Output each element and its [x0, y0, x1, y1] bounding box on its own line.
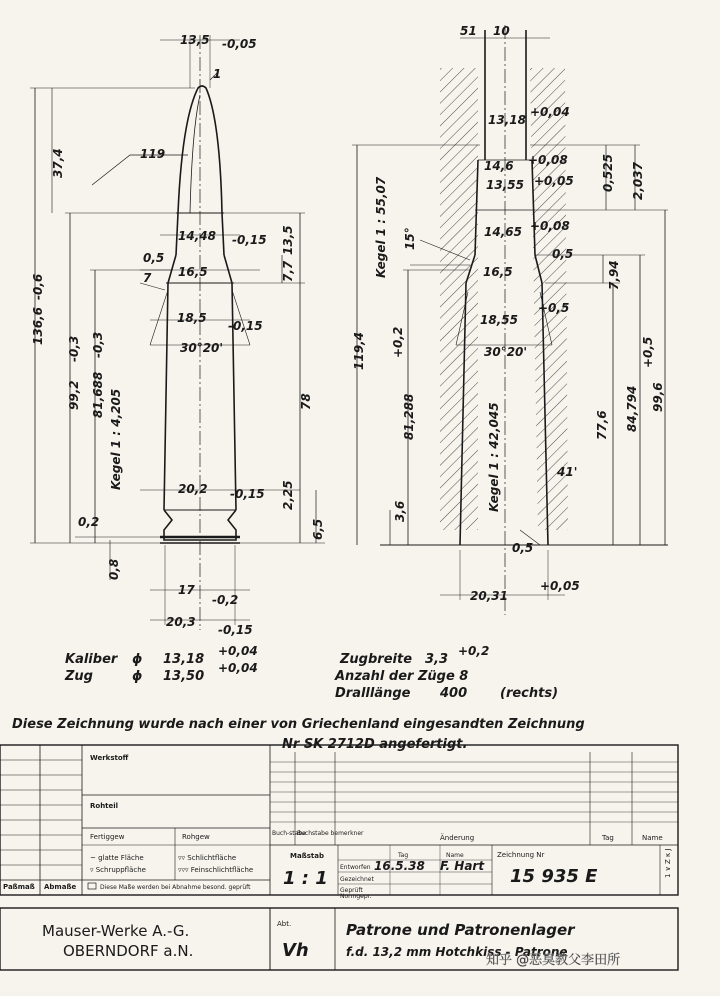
dim-84794: 84,794 [625, 385, 639, 432]
firm-name: Mauser-Werke A.-G. [42, 922, 190, 940]
legend-text: Diese Maße werden bei Abnahme besond. geprüft [100, 884, 251, 891]
zeichnung-nr: 15 935 E [510, 866, 598, 887]
rim-thickness: 0,2 [78, 515, 100, 529]
side-mark: 1 ∨ Z κ J [664, 848, 672, 878]
zug-value: 13,50 [163, 669, 205, 684]
tip-dia: 13,5 [180, 33, 210, 47]
shoulder-number: 7 [143, 271, 152, 285]
dim-776: 77,6 [595, 410, 609, 440]
chamber-taper: Kegel 1 : 42,045 [487, 402, 501, 512]
tip-number: 1 [213, 67, 222, 81]
gezeichnet-label: Gezeichnet [340, 876, 374, 883]
bore-dia: 13,18 [488, 113, 526, 127]
shoulder-radius: 0,5 [143, 251, 165, 265]
head-dia-tol: +0,05 [540, 579, 580, 593]
anzahl-zuege: Anzahl der Züge 8 [335, 669, 469, 684]
case-taper: Kegel 1 : 4,205 [109, 388, 123, 490]
zugbreite-label: Zugbreite [340, 652, 413, 667]
drawing-title: Patrone und Patronenlager [346, 921, 575, 939]
body-dia-tol: +0,5 [538, 301, 570, 315]
zugbreite-tol: +0,2 [458, 644, 490, 658]
overall-length: 136,6 [31, 307, 45, 345]
rohgew-label: Rohgew [182, 833, 210, 841]
rim-dia: 20,2 [178, 482, 208, 496]
neck-dia-tol: +0,08 [530, 219, 570, 233]
geprueft-label: Geprüft [340, 887, 363, 894]
lead-dia-tol: +0,08 [528, 153, 568, 167]
radius-05: 0,5 [552, 247, 574, 261]
passmass-label: Paßmaß [3, 883, 35, 891]
name-label: Name [642, 834, 663, 842]
shoulder-length: 99,2 [67, 380, 81, 410]
zug-label: Zug [65, 669, 93, 684]
buchstabe-neu: Buchstabe bemerkner [297, 830, 364, 837]
base-height: 0,8 [107, 558, 121, 580]
name2-label: Name [446, 852, 464, 859]
caliber-label: Kaliber [65, 652, 118, 667]
dim-996-tol: +0,5 [641, 336, 655, 368]
abmasse-label: Abmaße [44, 883, 77, 891]
total-length: 119,4 [352, 332, 366, 370]
drawing-note-line2: Nr SK 2712D angefertigt. [282, 737, 468, 752]
dim-2037: 2,037 [631, 162, 645, 200]
neck-length: 13,5 [281, 225, 295, 255]
top-dia: 10 [493, 24, 510, 38]
tag2-label: Tag [398, 852, 409, 859]
fertiggew-label: Fertiggew [90, 833, 125, 841]
body-length: 81,288 [402, 393, 416, 440]
groove-dia-tol: -0,2 [212, 593, 239, 607]
drawer-signature: F. Hart [440, 859, 485, 873]
drawing-note-line1: Diese Zeichnung wurde nach einer von Griechenland eingesandten Zeichnung [12, 717, 585, 732]
lead-dia: 14,6 [484, 159, 514, 173]
shoulder-dia: 16,5 [483, 265, 513, 279]
shoulder-angle: 30°20' [484, 345, 528, 359]
body-dia-tol: -0,15 [228, 319, 263, 333]
body-length-tol: +0,2 [391, 326, 405, 358]
dim-996: 99,6 [651, 382, 665, 412]
glatte-flaeche: ~ glatte Fläche [90, 854, 144, 862]
base-dim: 3,6 [393, 500, 407, 522]
shoulder-length-tol: -0,3 [67, 335, 81, 362]
groove-dia: 13,55 [486, 178, 524, 192]
werkstoff-label: Werkstoff [90, 754, 129, 762]
rim-width: 6,5 [311, 518, 325, 540]
top-number: 51 [460, 24, 477, 38]
body-dia: 18,55 [480, 313, 518, 327]
angle-41: 41' [557, 465, 578, 479]
legend-box [88, 883, 96, 889]
drall-value: 400 [440, 686, 468, 701]
head-dia-tol: -0,15 [218, 623, 253, 637]
dim-794: 7,94 [607, 260, 621, 290]
head-dia: 20,3 [166, 615, 196, 629]
neck-dia-tol: -0,15 [232, 233, 267, 247]
zug-symbol: ϕ [132, 669, 143, 684]
drall-label: Dralllänge [335, 686, 411, 701]
radius-05b: 0,5 [512, 541, 534, 555]
entworfen-label: Entworfen [340, 864, 371, 871]
head-dia: 20,31 [470, 589, 508, 603]
rifling-notes [334, 644, 558, 701]
body-dia: 18,5 [177, 311, 207, 325]
zugbreite-value: 3,3 [425, 652, 449, 667]
shoulder-height: 7,7 [281, 260, 295, 282]
normgepr-label: Normgepr. [340, 893, 372, 900]
case-length: 81,688 [91, 371, 105, 418]
aenderung-label: Änderung [440, 834, 475, 842]
schlicht-flaeche: ▿▿ Schlichtfläche [178, 854, 237, 862]
drawing-subtitle: f.d. 13,2 mm Hotchkiss - Patrone [346, 945, 568, 959]
shoulder-dia: 16,5 [178, 265, 208, 279]
shoulder-angle: 30°20' [180, 341, 224, 355]
bore-taper: Kegel 1 : 55,07 [374, 176, 388, 278]
drawing-date: 16.5.38 [374, 859, 425, 873]
body-length: 78 [299, 393, 313, 410]
case-length-tol: -0,3 [91, 331, 105, 358]
zug-tol: +0,04 [218, 661, 258, 675]
caliber-tol: +0,04 [218, 644, 258, 658]
feinschlicht-flaeche: ▿▿▿ Feinschlichtfläche [178, 866, 254, 874]
title-block [0, 745, 678, 900]
abt-value: Vh [282, 940, 309, 961]
drall-direction: (rechts) [500, 686, 559, 701]
caliber-notes [64, 644, 258, 684]
caliber-symbol: ϕ [132, 652, 143, 667]
dim-0525: 0,525 [601, 154, 615, 192]
buchstabe-alt: Buch-stabe [272, 830, 306, 837]
massstab-label: Maßstab [290, 852, 324, 860]
groove-depth: 2,25 [281, 480, 295, 510]
bore-tol: +0,04 [530, 105, 570, 119]
overall-length-tol: -0,6 [31, 273, 45, 300]
abt-label: Abt. [277, 920, 292, 928]
groove-dia: 17 [178, 583, 195, 597]
angle-15: 15° [403, 227, 417, 250]
schrupp-flaeche: ▿ Schruppfläche [90, 866, 146, 874]
tip-dia-tol: -0,05 [222, 37, 257, 51]
groove-dia-tol: +0,05 [534, 174, 574, 188]
massstab-value: 1 : 1 [283, 868, 328, 889]
cartridge-drawing [30, 35, 325, 630]
firm-location: OBERNDORF a.N. [63, 942, 194, 960]
zeichnung-nr-label: Zeichnung Nr [497, 851, 545, 859]
watermark: 知乎 @恶臭教父李田所 [486, 953, 621, 968]
ogive-length: 37,4 [51, 148, 65, 178]
ogive-radius: 119 [140, 147, 166, 161]
rohteil-label: Rohteil [90, 802, 119, 810]
neck-dia: 14,48 [178, 229, 216, 243]
rim-dia-tol: -0,15 [230, 487, 265, 501]
caliber-value: 13,18 [163, 652, 205, 667]
neck-dia: 14,65 [484, 225, 522, 239]
cartridge-dimensions [31, 33, 325, 637]
chamber-dimensions [352, 24, 665, 603]
tag-label: Tag [602, 834, 614, 842]
